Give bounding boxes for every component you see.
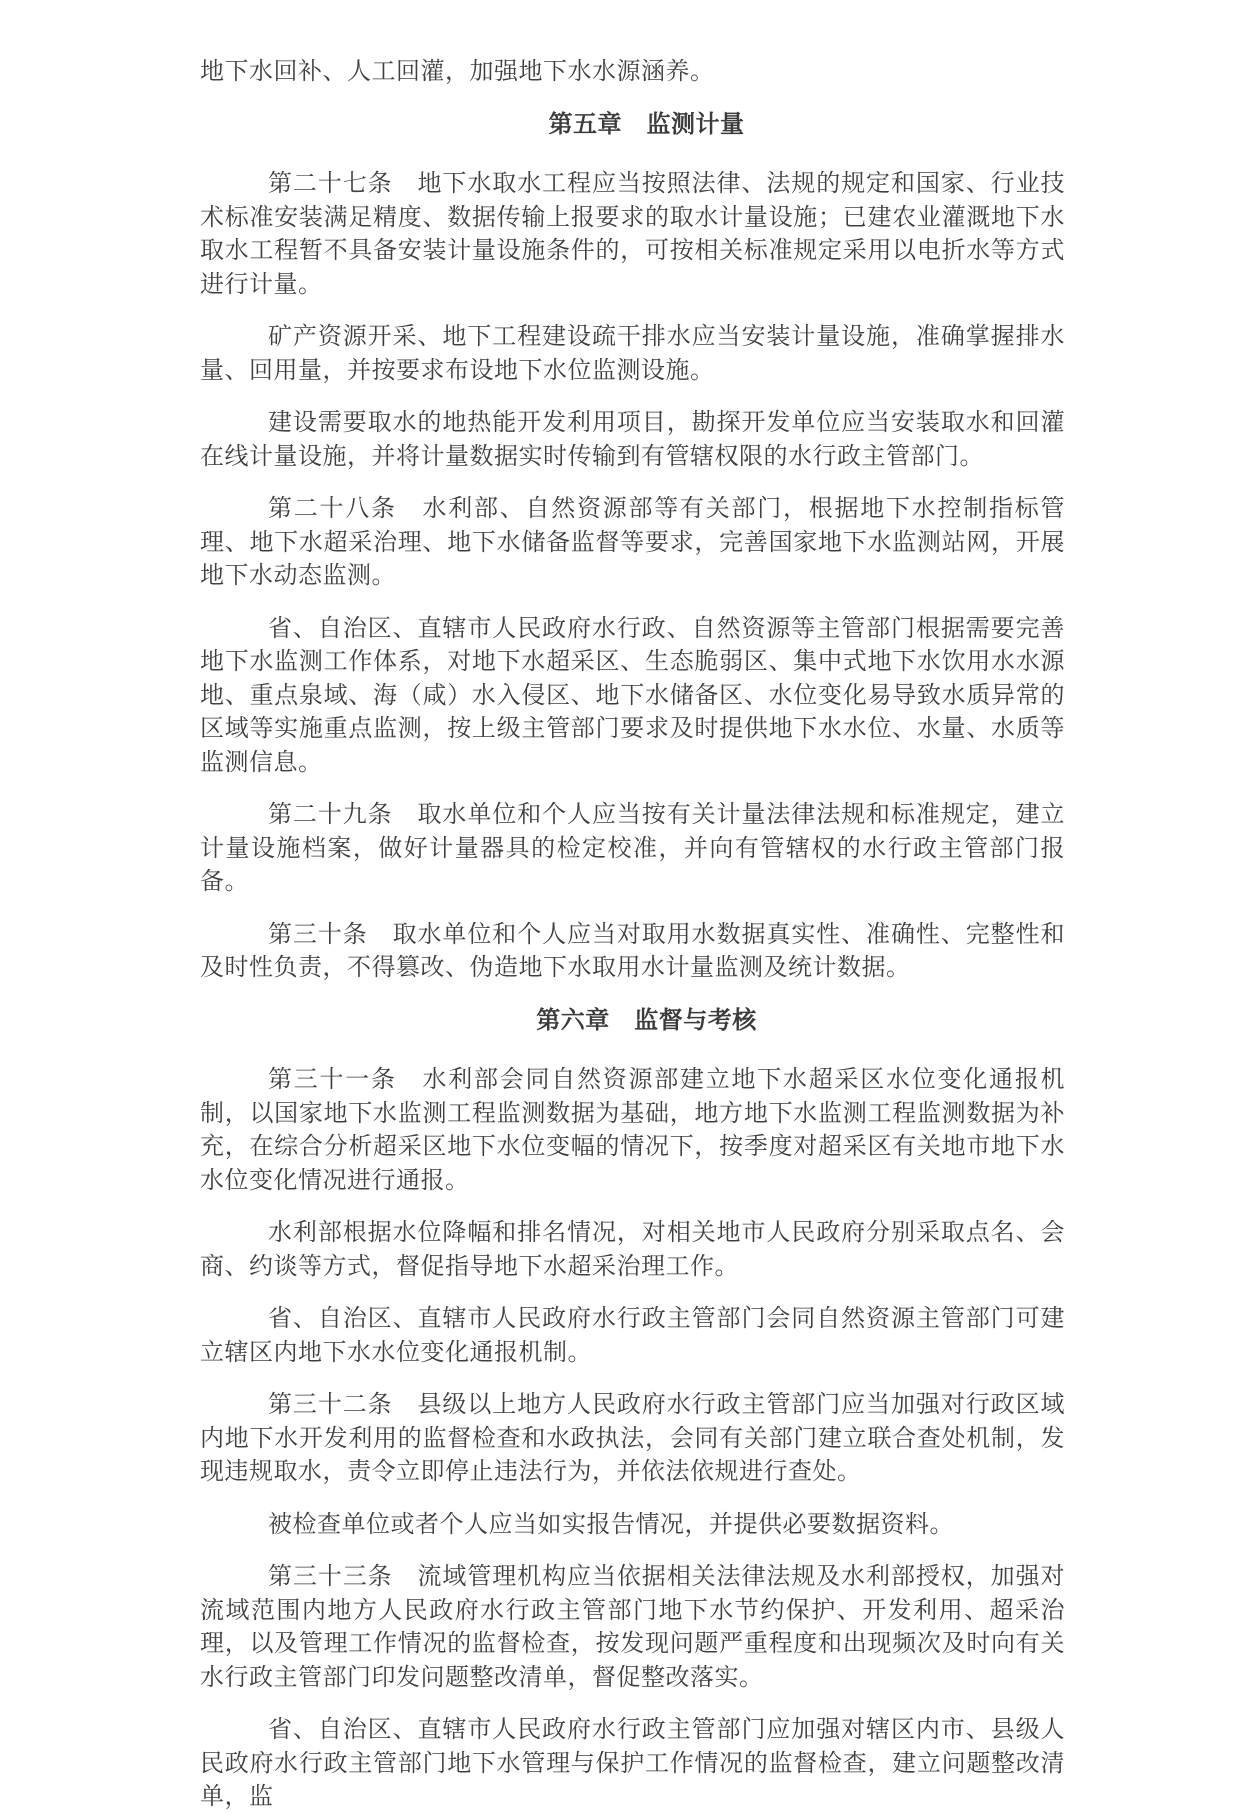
paragraph-article-27-clause-3: 建设需要取水的地热能开发利用项目，勘探开发单位应当安装取水和回灌在线计量设施，并将计量数据实时传输到有管辖权限的水行政主管部门。 <box>200 410 1065 470</box>
paragraph-article-31: 第三十一条 水利部会同自然资源部建立地下水超采区水位变化通报机制，以国家地下水监测工程监测数据为基础，地方地下水监测工程监测数据为补充，在综合分析超采区地下水位变幅的情况下，按季度对超采区有关地市地下水水位变化情况进行通报。 <box>200 1067 1065 1194</box>
paragraph-continuation-from-previous-page: 地下水回补、人工回灌，加强地下水水源涵养。 <box>200 59 715 85</box>
paragraph-article-27-clause-2: 矿产资源开采、地下工程建设疏干排水应当安装计量设施，准确掌握排水量、回用量，并按要求布设地下水位监测设施。 <box>200 324 1065 384</box>
chapter-heading-5: 第五章 监测计量 <box>548 111 745 138</box>
paragraph-article-32-clause-2: 被检查单位或者个人应当如实报告情况，并提供必要数据资料。 <box>268 1511 954 1538</box>
chapter-heading-6: 第六章 监督与考核 <box>536 1007 757 1034</box>
paragraph-article-31-clause-3: 省、自治区、直辖市人民政府水行政主管部门会同自然资源主管部门可建立辖区内地下水水位变化通报机制。 <box>200 1306 1065 1366</box>
paragraph-article-28-clause-2: 省、自治区、直辖市人民政府水行政、自然资源等主管部门根据需要完善地下水监测工作体系，对地下水超采区、生态脆弱区、集中式地下水饮用水水源地、重点泉域、海（咸）水入侵区、地下水储备区、水位变化易导致水质异常的区域等实施重点监测，按上级主管部门要求及时提供地下水水位、水量、水质等监测信息。 <box>200 615 1065 776</box>
paragraph-article-33: 第三十三条 流域管理机构应当依据相关法律法规及水利部授权，加强对流域范围内地方人民政府水行政主管部门地下水节约保护、开发利用、超采治理，以及管理工作情况的监督检查，按发现问题严重程度和出现频次及时向有关水行政主管部门印发问题整改清单，督促整改落实。 <box>200 1564 1065 1691</box>
paragraph-article-32: 第三十二条 县级以上地方人民政府水行政主管部门应当加强对行政区域内地下水开发利用的监督检查和水政执法，会同有关部门建立联合查处机制，发现违规取水，责令立即停止违法行为，并依法依规进行查处。 <box>200 1392 1065 1485</box>
paragraph-article-27: 第二十七条 地下水取水工程应当按照法律、法规的规定和国家、行业技术标准安装满足精度、数据传输上报要求的取水计量设施；已建农业灌溉地下水取水工程暂不具备安装计量设施条件的，可按相关标准规定采用以电折水等方式进行计量。 <box>200 171 1065 298</box>
paragraph-article-29: 第二十九条 取水单位和个人应当按有关计量法律法规和标准规定，建立计量设施档案，做好计量器具的检定校准，并向有管辖权的水行政主管部门报备。 <box>200 802 1065 895</box>
paragraph-article-31-clause-2: 水利部根据水位降幅和排名情况，对相关地市人民政府分别采取点名、会商、约谈等方式，督促指导地下水超采治理工作。 <box>200 1220 1065 1280</box>
paragraph-article-33-clause-2-truncated: 省、自治区、直辖市人民政府水行政主管部门应加强对辖区内市、县级人民政府水行政主管部门地下水管理与保护工作情况的监督检查，建立问题整改清单，监 <box>200 1717 1065 1810</box>
paragraph-article-30: 第三十条 取水单位和个人应当对取用水数据真实性、准确性、完整性和及时性负责，不得篡改、伪造地下水取用水计量监测及统计数据。 <box>200 921 1065 981</box>
paragraph-article-28: 第二十八条 水利部、自然资源部等有关部门，根据地下水控制指标管理、地下水超采治理、地下水储备监督等要求，完善国家地下水监测站网，开展地下水动态监测。 <box>200 496 1065 589</box>
